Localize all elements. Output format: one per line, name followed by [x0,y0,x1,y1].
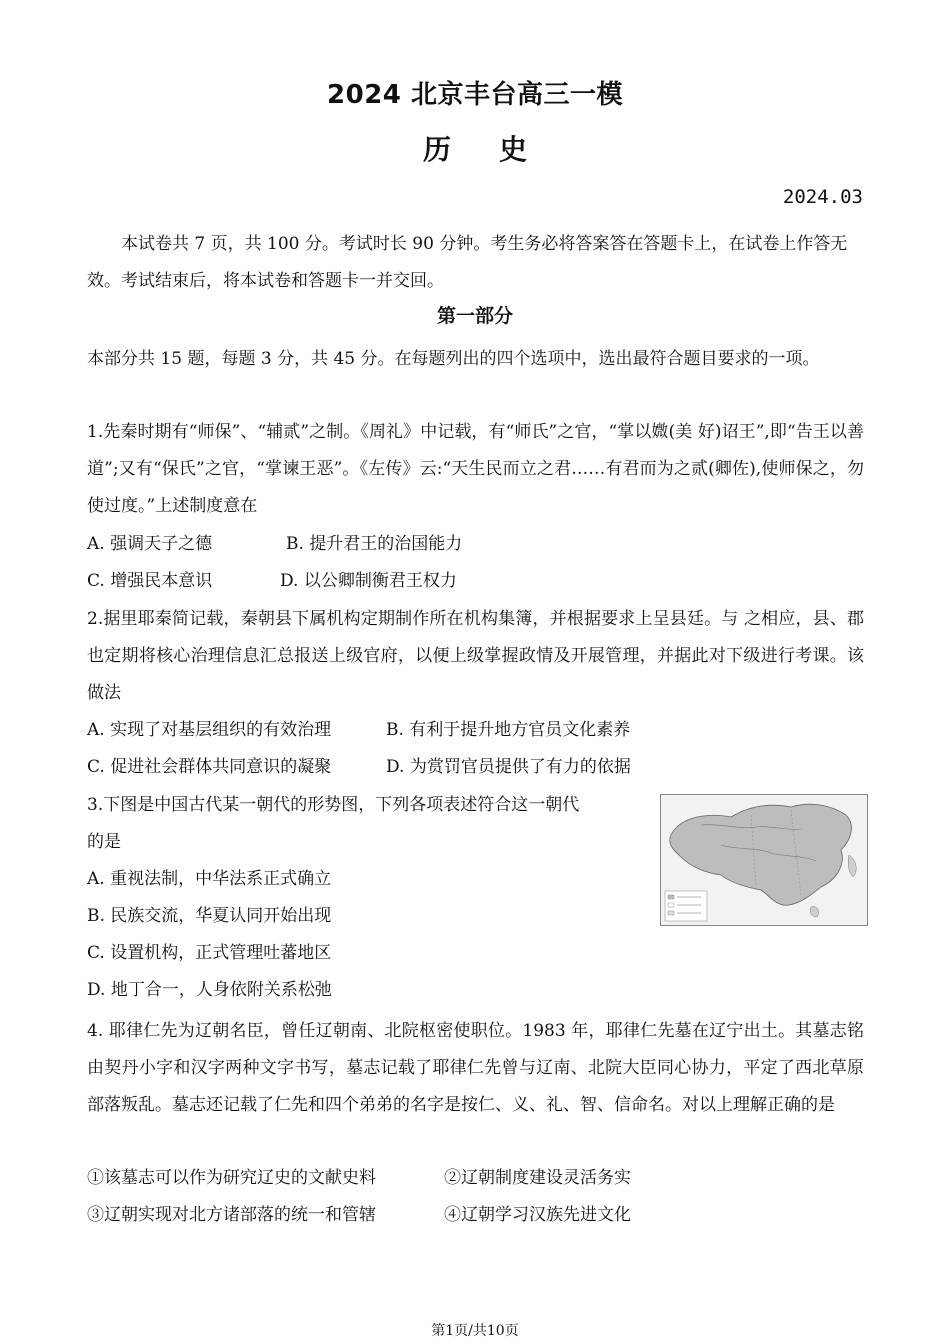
question-2-stem: 2.据里耶秦简记载，秦朝县下属机构定期制作所在机构集簿，并根据要求上呈县廷。与 之相应，县、郡也定期将核心治理信息汇总报送上级官府，以便上级掌握政情及开展管理，并据此对下级进行考课。该做法 [87,609,864,703]
question-3-stem-line-2: 的是 [87,832,121,852]
question-1-option-a: A. 强调天子之德 [87,534,213,554]
question-3-option-d: D. 地丁合一，人身依附关系松弛 [87,980,332,1000]
question-2-option-a: A. 实现了对基层组织的有效治理 [87,720,332,740]
question-1-options-row-1 [87,526,463,563]
question-4-stem: 4. 耶律仁先为辽朝名臣，曾任辽朝南、北院枢密使职位。1983 年，耶律仁先墓在辽宁出土。其墓志铭由契丹小字和汉字两种文字书写，墓志记载了耶律仁先曾与辽南、北院大臣同心协力，平定了西北草原部落叛乱。墓志还记载了仁先和四个弟弟的名字是按仁、义、礼、智、信命名。对以上理解正确的是 [87,1021,864,1115]
part-heading: 第一部分 [436,305,513,327]
question-4-statement-2: ②辽朝制度建设灵活务实 [444,1168,631,1188]
question-4-statement-3: ③辽朝实现对北方诸部落的统一和管辖 [87,1205,376,1225]
question-4-statements-row-1 [87,1160,631,1197]
question-3-option-b: B. 民族交流，华夏认同开始出现 [87,906,332,926]
page-number: 第1页/共10页 [431,1323,519,1339]
question-2-options-row-2 [87,749,631,786]
exam-title: 2024 北京丰台高三一模 [327,80,623,110]
part-instructions: 本部分共 15 题，每题 3 分，共 45 分。在每题列出的四个选项中，选出最符合题目要求的一项。 [87,349,820,369]
question-4-statement-1: ①该墓志可以作为研究辽史的文献史料 [87,1168,376,1188]
question-2-option-b: B. 有利于提升地方官员文化素养 [386,720,631,740]
subject-title: 历史 [422,133,575,166]
question-3-option-a: A. 重视法制，中华法系正式确立 [87,869,332,889]
question-1-option-c: C. 增强民本意识 [87,571,213,591]
question-3-stem-line-1: 3.下图是中国古代某一朝代的形势图，下列各项表述符合这一朝代 [87,795,580,815]
dynasty-map-image [660,794,868,926]
question-2-option-c: C. 促进社会群体共同意识的凝聚 [87,757,332,777]
question-4-statements-row-2 [87,1197,631,1234]
question-4-statement-4: ④辽朝学习汉族先进文化 [444,1205,631,1225]
question-1-options-row-2 [87,563,457,600]
question-1-stem: 1.先秦时期有“师保”、“辅贰”之制。《周礼》中记载，有“师氏”之官，“掌以媺(美 好)诏王”,即“告王以善道”;又有“保氏”之官，“掌谏王恶”。《左传》云:“天生民而立之君……有君而为之贰(卿佐),使师保之，勿使过度。”上述制度意在 [87,422,864,516]
dynasty-map-drawing [661,795,867,925]
question-2-option-d: D. 为赏罚官员提供了有力的依据 [386,757,631,777]
question-2-options-row-1 [87,712,631,749]
question-3-option-c: C. 设置机构，正式管理吐蕃地区 [87,943,332,963]
question-1-option-d: D. 以公卿制衡君王权力 [280,571,457,591]
exam-instructions: 本试卷共 7 页，共 100 分。考试时长 90 分钟。考生务必将答案答在答题卡上，在试卷上作答无效。考试结束后，将本试卷和答题卡一并交回。 [87,234,848,291]
question-1-option-b: B. 提升君王的治国能力 [286,534,463,554]
exam-date: 2024.03 [782,186,863,208]
